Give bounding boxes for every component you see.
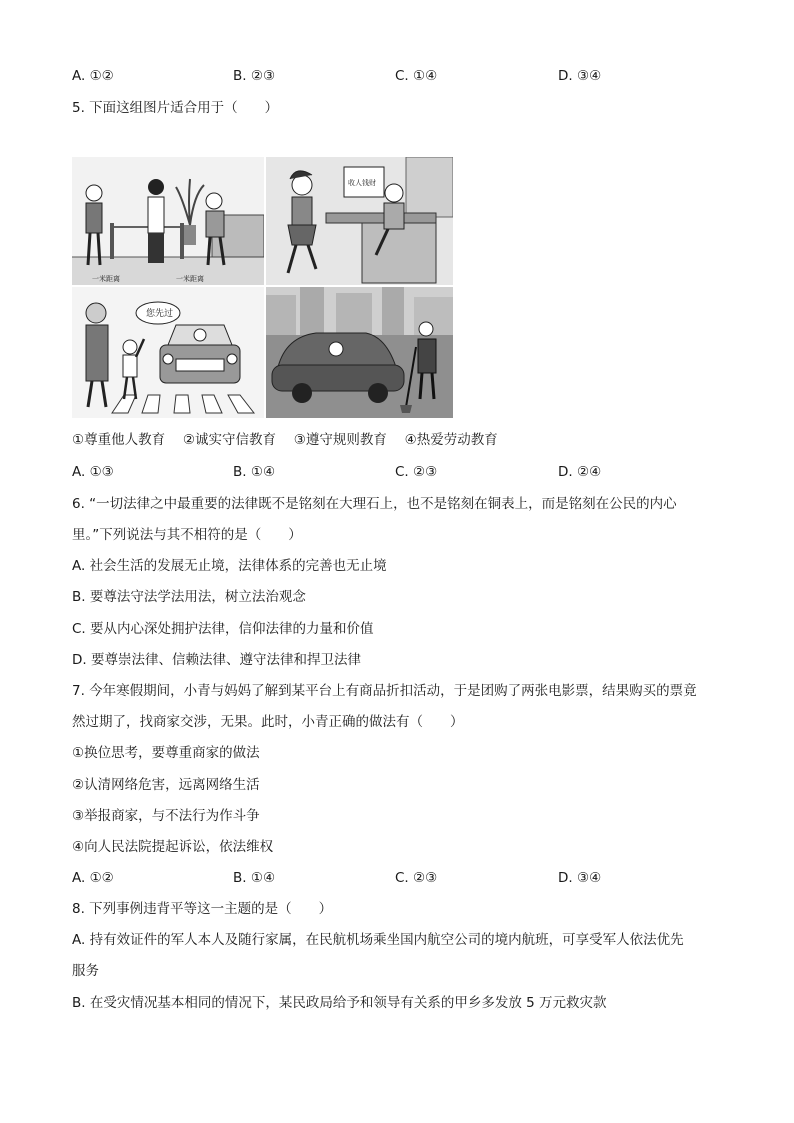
crosswalk-illustration (72, 287, 264, 418)
q7-item-2: ②认清网络危害，远离网络生活 (72, 777, 260, 793)
computer-illustration (266, 157, 453, 285)
q8-choice-a-line1: A. 持有效证件的军人本人及随行家属，在民航机场乘坐国内航空公司的境内航班，可享受军人依法优先 (72, 932, 684, 948)
panel-computer (266, 157, 453, 285)
panel-crosswalk (72, 287, 264, 418)
caption-one-meter-right: 一米距离 (176, 275, 204, 283)
q5-option-d: D. ②④ (558, 464, 602, 480)
q7-option-b: B. ①④ (233, 870, 276, 886)
q7-stem-line2: 然过期了，找商家交涉，无果。此时，小青正确的做法有（ ） (72, 714, 464, 730)
q7-item-4: ④向人民法院提起诉讼，依法维权 (72, 839, 274, 855)
speech-bubble: 您先过 (146, 309, 174, 319)
q7-option-d: D. ③④ (558, 870, 602, 886)
panel-street-cleaner (266, 287, 453, 418)
q5-option-b: B. ①④ (233, 464, 276, 480)
q5-items: ①尊重他人教育 ②诚实守信教育 ③遵守规则教育 ④热爱劳动教育 (72, 432, 498, 448)
q7-item-1: ①换位思考，要尊重商家的做法 (72, 745, 260, 761)
q8-choice-a-line2: 服务 (72, 963, 99, 979)
q4-option-b: B. ②③ (233, 68, 276, 84)
q6-choice-c: C. 要从内心深处拥护法律，信仰法律的力量和价值 (72, 621, 374, 637)
screen-text: 收人钱财 (348, 179, 376, 187)
q8-choice-b: B. 在受灾情况基本相同的情况下，某民政局给予和领导有关系的甲乡多发放 5 万元救灾款 (72, 995, 607, 1011)
caption-one-meter-left: 一米距离 (92, 275, 120, 283)
q4-option-d: D. ③④ (558, 68, 602, 84)
q6-stem-line1: 6. “一切法律之中最重要的法律既不是铭刻在大理石上，也不是铭刻在铜表上，而是铭刻在公民的内心 (72, 496, 677, 512)
q6-choice-d: D. 要尊崇法律、信赖法律、遵守法律和捍卫法律 (72, 652, 361, 668)
q8-stem: 8. 下列事例违背平等这一主题的是（ ） (72, 901, 333, 917)
q5-option-a: A. ①③ (72, 464, 114, 480)
q6-choice-b: B. 要尊法守法学法用法，树立法治观念 (72, 589, 306, 605)
q4-option-a: A. ①② (72, 68, 114, 84)
q6-choice-a: A. 社会生活的发展无止境，法律体系的完善也无止境 (72, 558, 387, 574)
street-cleaner-illustration (266, 287, 453, 418)
panel-queue-distance (72, 157, 264, 285)
q5-option-c: C. ②③ (395, 464, 438, 480)
queue-illustration (72, 157, 264, 285)
q4-option-c: C. ①④ (395, 68, 438, 84)
q5-figure (72, 157, 453, 418)
q7-option-c: C. ②③ (395, 870, 438, 886)
q5-stem: 5. 下面这组图片适合用于（ ） (72, 100, 279, 116)
q7-item-3: ③举报商家，与不法行为作斗争 (72, 808, 260, 824)
q6-stem-line2: 里。”下列说法与其不相符的是（ ） (72, 527, 302, 543)
q7-option-a: A. ①② (72, 870, 114, 886)
q7-stem-line1: 7. 今年寒假期间，小青与妈妈了解到某平台上有商品折扣活动，于是团购了两张电影票，结果购买的票竟 (72, 683, 697, 699)
